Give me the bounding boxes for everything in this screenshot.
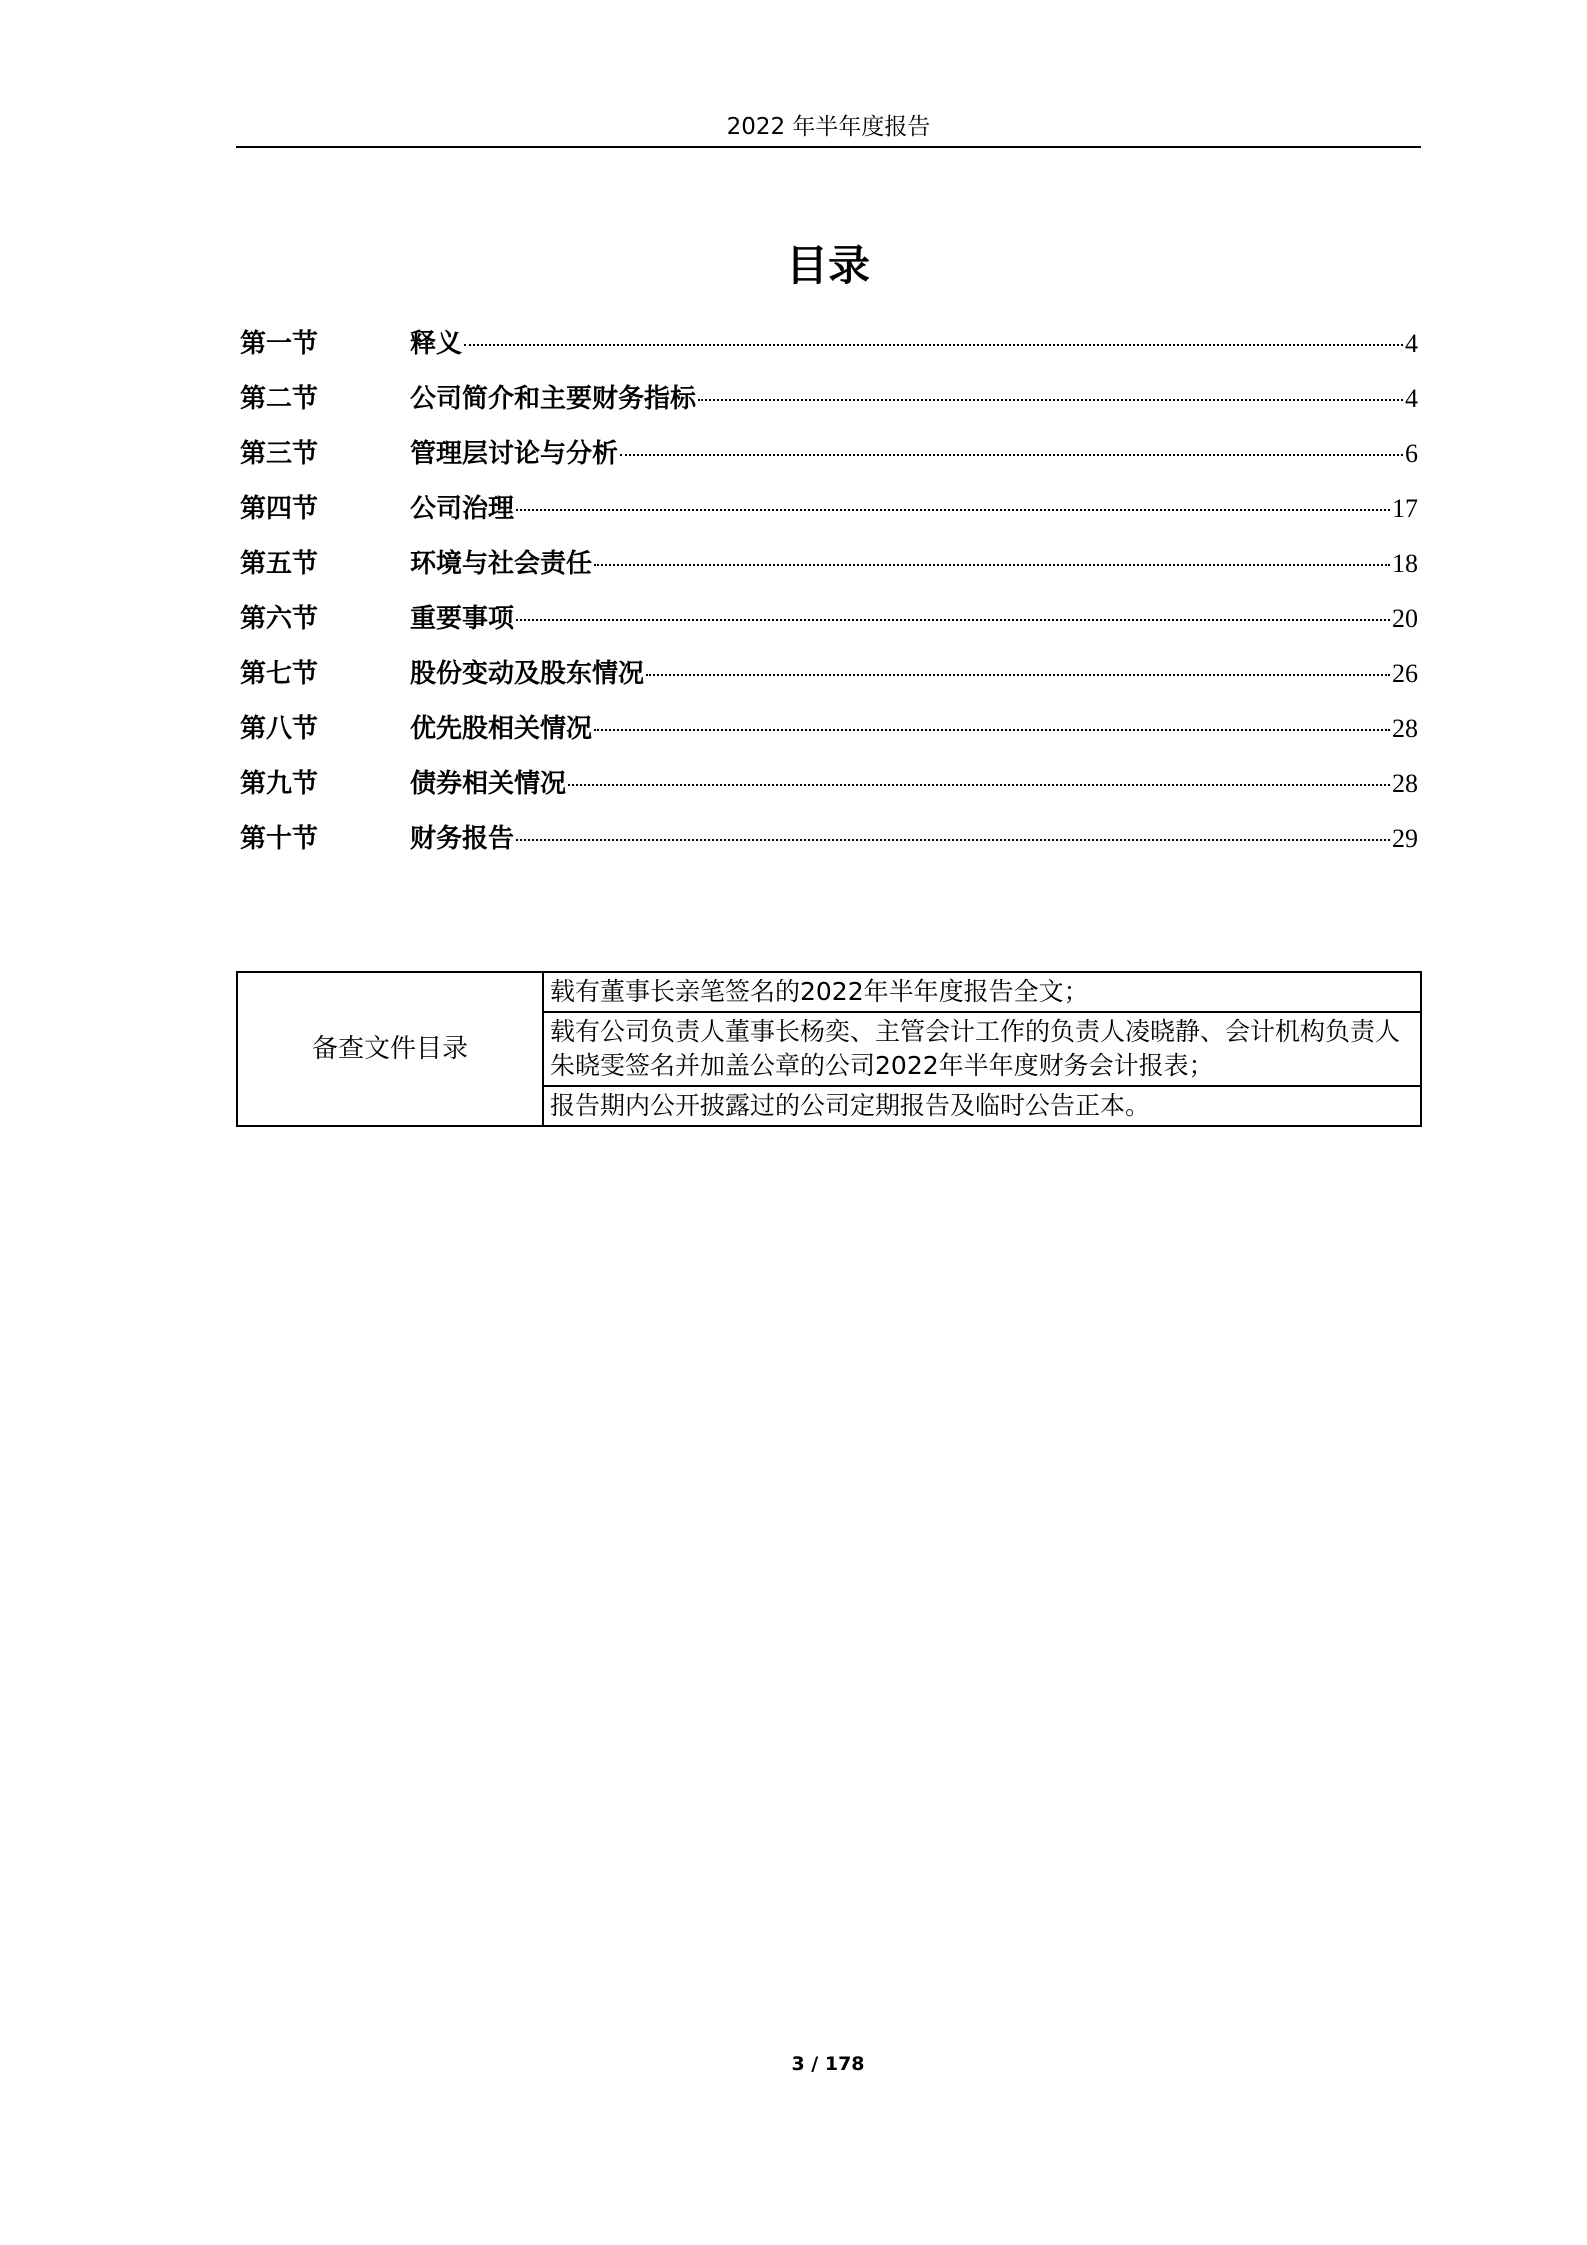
toc-section-number: 第八节 bbox=[240, 714, 319, 744]
toc-leader-dots bbox=[516, 479, 1390, 511]
toc-section-number: 第十节 bbox=[240, 824, 319, 854]
toc-entry[interactable] bbox=[240, 705, 1418, 760]
toc-page-number: 28 bbox=[1392, 714, 1418, 743]
toc-entry[interactable] bbox=[240, 815, 1418, 870]
toc-entry[interactable] bbox=[240, 320, 1418, 375]
toc-section-number: 第二节 bbox=[240, 384, 319, 414]
toc-section-number: 第七节 bbox=[240, 659, 319, 689]
toc-section-number: 第一节 bbox=[240, 329, 319, 359]
toc-section-title: 公司治理 bbox=[410, 494, 515, 524]
toc-page-number: 28 bbox=[1392, 769, 1418, 798]
toc-section-number: 第六节 bbox=[240, 604, 319, 634]
toc-page-number: 18 bbox=[1392, 549, 1418, 578]
page-header: 2022 年半年度报告 bbox=[236, 108, 1421, 148]
toc-leader-dots bbox=[464, 314, 1403, 346]
toc-entry[interactable] bbox=[240, 540, 1418, 595]
toc-section-title: 环境与社会责任 bbox=[410, 549, 593, 579]
page-number-footer: 3 / 178 bbox=[791, 2053, 865, 2075]
toc-entry[interactable] bbox=[240, 430, 1418, 485]
toc-leader-dots bbox=[516, 809, 1390, 841]
toc-section-title: 释义 bbox=[410, 329, 463, 359]
toc-leader-dots bbox=[646, 644, 1390, 676]
toc-entry[interactable] bbox=[240, 760, 1418, 815]
toc-leader-dots bbox=[516, 589, 1390, 621]
toc-entry[interactable] bbox=[240, 595, 1418, 650]
toc-section-title: 股份变动及股东情况 bbox=[410, 659, 645, 689]
toc-entry[interactable] bbox=[240, 375, 1418, 430]
reference-document-item: 载有董事长亲笔签名的2022年半年度报告全文； bbox=[543, 972, 1421, 1012]
toc-section-title: 债券相关情况 bbox=[410, 769, 567, 799]
toc-page-number: 6 bbox=[1405, 439, 1418, 468]
reference-documents-table bbox=[236, 971, 1422, 1127]
toc-page-number: 20 bbox=[1392, 604, 1418, 633]
toc-section-title: 公司简介和主要财务指标 bbox=[410, 384, 697, 414]
page-title: 目录 bbox=[785, 241, 870, 290]
reference-document-item: 报告期内公开披露过的公司定期报告及临时公告正本。 bbox=[543, 1086, 1421, 1126]
toc-entry[interactable] bbox=[240, 650, 1418, 705]
toc-page-number: 4 bbox=[1405, 384, 1418, 413]
toc-section-title: 优先股相关情况 bbox=[410, 714, 593, 744]
toc-page-number: 26 bbox=[1392, 659, 1418, 688]
toc-section-number: 第四节 bbox=[240, 494, 319, 524]
toc-leader-dots bbox=[594, 699, 1390, 731]
toc-section-title: 重要事项 bbox=[410, 604, 515, 634]
toc-page-number: 4 bbox=[1405, 329, 1418, 358]
toc-leader-dots bbox=[698, 369, 1403, 401]
toc-page-number: 29 bbox=[1392, 824, 1418, 853]
table-row bbox=[237, 972, 1421, 1012]
toc-section-number: 第五节 bbox=[240, 549, 319, 579]
reference-documents-label: 备查文件目录 bbox=[237, 972, 543, 1126]
toc-section-title: 管理层讨论与分析 bbox=[410, 439, 619, 469]
toc-section-number: 第三节 bbox=[240, 439, 319, 469]
toc-section-title: 财务报告 bbox=[410, 824, 515, 854]
toc-page-number: 17 bbox=[1392, 494, 1418, 523]
reference-document-item: 载有公司负责人董事长杨奕、主管会计工作的负责人凌晓静、会计机构负责人朱晓雯签名并加盖公章的公司2022年半年度财务会计报表； bbox=[543, 1012, 1421, 1086]
table-of-contents bbox=[240, 320, 1418, 870]
toc-leader-dots bbox=[594, 534, 1390, 566]
toc-section-number: 第九节 bbox=[240, 769, 319, 799]
toc-leader-dots bbox=[620, 424, 1403, 456]
toc-entry[interactable] bbox=[240, 485, 1418, 540]
toc-leader-dots bbox=[568, 754, 1390, 786]
